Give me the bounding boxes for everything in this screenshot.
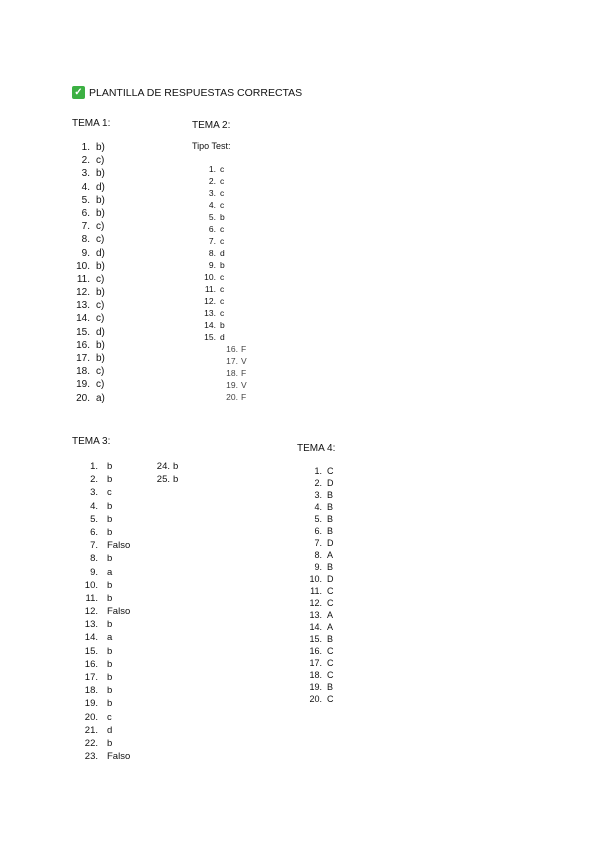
- question-number: 8.: [90, 553, 98, 565]
- answer-value: C: [327, 598, 334, 608]
- tema3-heading: TEMA 3:: [72, 436, 111, 447]
- question-number: 1.: [90, 461, 98, 472]
- question-number: 7.: [81, 221, 90, 233]
- answer-item: [58, 365, 105, 378]
- answer-value: d): [96, 181, 105, 193]
- tema1-heading: TEMA 1:: [72, 118, 111, 129]
- question-number: 14.: [84, 632, 98, 644]
- question-number: 6.: [90, 526, 98, 538]
- answer-value: c): [96, 366, 105, 378]
- answer-item: [202, 187, 225, 199]
- question-number: 11.: [76, 273, 90, 285]
- question-number: 2.: [314, 478, 322, 488]
- answer-value: c: [220, 224, 225, 234]
- answer-item: [58, 181, 105, 194]
- answer-item: [72, 500, 130, 513]
- answer-item: [296, 525, 334, 537]
- question-number: 19.: [76, 379, 90, 391]
- answer-item: [296, 597, 334, 609]
- answer-item: [58, 233, 105, 246]
- question-number: 9.: [81, 247, 90, 259]
- answer-item: [202, 163, 225, 175]
- answer-item: [296, 561, 334, 573]
- tema2-vf-answer-list: [224, 343, 247, 403]
- answer-item: [296, 489, 334, 501]
- question-number: 24.: [156, 461, 170, 472]
- answer-value: F: [241, 392, 247, 402]
- answer-item: [296, 621, 334, 633]
- question-number: 20.: [76, 392, 90, 404]
- question-number: 18.: [226, 368, 238, 378]
- question-number: 1.: [208, 164, 216, 174]
- answer-item: [224, 391, 247, 403]
- answer-item: [72, 566, 130, 579]
- tema2-answer-list: [202, 163, 225, 343]
- answer-value: b: [107, 461, 113, 472]
- answer-item: [296, 669, 334, 681]
- answer-item: [202, 259, 225, 271]
- answer-value: b: [107, 698, 113, 710]
- answer-value: A: [327, 610, 334, 620]
- question-number: 15.: [309, 634, 322, 644]
- answer-value: a: [107, 566, 113, 578]
- answer-value: b: [220, 320, 225, 330]
- answer-item: [72, 526, 130, 539]
- question-number: 21.: [84, 724, 98, 736]
- answer-value: b): [96, 260, 105, 272]
- answer-value: c): [96, 155, 105, 167]
- question-number: 10.: [204, 272, 216, 282]
- answer-value: Falso: [107, 540, 131, 552]
- answer-value: b: [107, 526, 113, 538]
- answer-value: Falso: [107, 606, 131, 618]
- answer-value: c: [220, 296, 225, 306]
- question-number: 13.: [76, 300, 90, 312]
- answer-item: [72, 684, 130, 697]
- answer-item: [148, 473, 178, 486]
- answer-item: [202, 175, 225, 187]
- question-number: 22.: [84, 737, 98, 749]
- question-number: 4.: [208, 200, 216, 210]
- answer-item: [202, 283, 225, 295]
- answer-item: [58, 167, 105, 180]
- answer-value: d): [96, 326, 105, 338]
- question-number: 16.: [76, 339, 90, 351]
- answer-value: C: [327, 466, 334, 476]
- question-number: 20.: [309, 694, 322, 704]
- question-number: 6.: [208, 224, 216, 234]
- answer-item: [72, 750, 130, 763]
- answer-value: B: [327, 490, 334, 500]
- question-number: 6.: [314, 526, 322, 536]
- question-number: 5.: [208, 212, 216, 222]
- answer-value: b: [107, 579, 113, 591]
- question-number: 16.: [309, 646, 322, 656]
- answer-value: V: [241, 380, 247, 390]
- answer-item: [148, 460, 178, 473]
- question-number: 23.: [84, 751, 98, 763]
- question-number: 8.: [81, 234, 90, 246]
- answer-item: [58, 207, 105, 220]
- document-title: [72, 86, 302, 99]
- answer-value: A: [327, 622, 334, 632]
- answer-value: b): [96, 142, 105, 153]
- answer-item: [296, 549, 334, 561]
- question-number: 18.: [76, 366, 90, 378]
- answer-value: c): [96, 234, 105, 246]
- question-number: 14.: [76, 313, 90, 325]
- answer-value: d: [220, 332, 225, 342]
- answer-item: [202, 211, 225, 223]
- question-number: 12.: [76, 287, 90, 299]
- answer-item: [72, 592, 130, 605]
- question-number: 2.: [81, 155, 90, 167]
- answer-value: c): [96, 300, 105, 312]
- answer-item: [58, 352, 105, 365]
- question-number: 12.: [204, 296, 216, 306]
- answer-item: [202, 331, 225, 343]
- question-number: 3.: [314, 490, 322, 500]
- question-number: 14.: [204, 320, 216, 330]
- answer-value: B: [327, 526, 334, 536]
- answer-value: b: [173, 461, 179, 472]
- answer-item: [58, 154, 105, 167]
- answer-value: b: [173, 474, 179, 486]
- question-number: 14.: [309, 622, 322, 632]
- answer-value: b): [96, 207, 105, 219]
- answer-value: d: [220, 248, 225, 258]
- tema2-heading: TEMA 2:: [192, 120, 231, 131]
- question-number: 11.: [204, 284, 216, 294]
- answer-item: [72, 737, 130, 750]
- answer-item: [72, 671, 130, 684]
- answer-value: b): [96, 168, 105, 180]
- question-number: 13.: [84, 619, 98, 631]
- answer-value: c: [220, 284, 225, 294]
- question-number: 16.: [84, 658, 98, 670]
- answer-item: [72, 711, 130, 724]
- answer-value: c: [220, 176, 225, 186]
- question-number: 8.: [314, 550, 322, 560]
- question-number: 5.: [314, 514, 322, 524]
- question-number: 1.: [314, 466, 322, 476]
- question-number: 17.: [76, 353, 90, 364]
- answer-value: c: [107, 487, 112, 499]
- tema4-answer-list: [296, 465, 334, 705]
- answer-value: b: [107, 645, 113, 657]
- answer-item: [58, 392, 105, 405]
- answer-item: [296, 633, 334, 645]
- answer-value: b: [107, 685, 113, 697]
- answer-item: [224, 343, 247, 355]
- answer-value: D: [327, 478, 334, 488]
- question-number: 10.: [309, 574, 322, 584]
- question-number: 11.: [85, 592, 98, 604]
- answer-value: b: [107, 658, 113, 670]
- answer-item: [58, 220, 105, 233]
- answer-value: B: [327, 514, 334, 524]
- answer-value: b): [96, 339, 105, 351]
- answer-item: [58, 247, 105, 260]
- answer-item: [72, 579, 130, 592]
- answer-item: [296, 573, 334, 585]
- question-number: 15.: [204, 332, 216, 342]
- answer-value: a: [107, 632, 113, 644]
- answer-item: [58, 339, 105, 352]
- answer-item: [296, 645, 334, 657]
- answer-value: c: [107, 711, 112, 723]
- question-number: 19.: [309, 682, 322, 692]
- answer-item: [58, 326, 105, 339]
- answer-item: [202, 319, 225, 331]
- answer-item: [58, 312, 105, 325]
- question-number: 18.: [84, 685, 98, 697]
- answer-value: b): [96, 194, 105, 206]
- answer-value: D: [327, 574, 334, 584]
- answer-item: [296, 609, 334, 621]
- answer-value: c: [220, 164, 225, 174]
- question-number: 4.: [90, 500, 98, 512]
- question-number: 18.: [309, 670, 322, 680]
- answer-item: [296, 477, 334, 489]
- answer-value: F: [241, 368, 247, 378]
- answer-value: b: [220, 260, 225, 270]
- answer-value: c: [220, 272, 225, 282]
- question-number: 25.: [156, 474, 170, 486]
- question-number: 7.: [90, 540, 98, 552]
- answer-value: A: [327, 550, 334, 560]
- question-number: 1.: [81, 142, 90, 153]
- answer-item: [72, 724, 130, 737]
- answer-item: [72, 513, 130, 526]
- question-number: 9.: [208, 260, 216, 270]
- answer-item: [202, 199, 225, 211]
- question-number: 5.: [81, 194, 90, 206]
- answer-item: [72, 658, 130, 671]
- answer-item: [202, 295, 225, 307]
- question-number: 20.: [226, 392, 238, 402]
- question-number: 3.: [81, 168, 90, 180]
- tema4-heading: TEMA 4:: [297, 443, 336, 454]
- answer-item: [72, 618, 130, 631]
- answer-item: [58, 260, 105, 273]
- answer-item: [58, 299, 105, 312]
- answer-value: V: [241, 356, 247, 366]
- answer-value: b: [107, 474, 113, 486]
- answer-value: c: [220, 308, 225, 318]
- answer-value: b: [107, 737, 113, 749]
- answer-item: [296, 513, 334, 525]
- answer-item: [296, 681, 334, 693]
- answer-item: [296, 693, 334, 705]
- tema3-answer-list: [72, 460, 130, 763]
- answer-item: [72, 486, 130, 499]
- question-number: 17.: [226, 356, 238, 366]
- question-number: 16.: [226, 344, 238, 354]
- question-number: 13.: [309, 610, 322, 620]
- question-number: 2.: [90, 474, 98, 486]
- tema1-answer-list: [58, 141, 105, 405]
- tema2-subheading: Tipo Test:: [192, 141, 231, 151]
- question-number: 17.: [309, 658, 322, 668]
- question-number: 20.: [84, 711, 98, 723]
- question-number: 19.: [226, 380, 238, 390]
- answer-value: c): [96, 379, 105, 391]
- answer-item: [58, 378, 105, 391]
- answer-value: C: [327, 694, 334, 704]
- answer-value: c): [96, 313, 105, 325]
- title-text: PLANTILLA DE RESPUESTAS CORRECTAS: [89, 86, 303, 99]
- question-number: 15.: [76, 326, 90, 338]
- question-number: 12.: [309, 598, 322, 608]
- answer-value: c: [220, 188, 225, 198]
- answer-item: [202, 223, 225, 235]
- answer-item: [58, 273, 105, 286]
- question-number: 2.: [208, 176, 216, 186]
- question-number: 3.: [90, 487, 98, 499]
- answer-item: [224, 367, 247, 379]
- answer-value: b: [107, 592, 113, 604]
- question-number: 19.: [84, 698, 98, 710]
- answer-value: B: [327, 502, 334, 512]
- answer-item: [296, 465, 334, 477]
- answer-item: [202, 307, 225, 319]
- answer-item: [224, 355, 247, 367]
- question-number: 15.: [84, 645, 98, 657]
- answer-value: b): [96, 287, 105, 299]
- answer-value: B: [327, 562, 334, 572]
- answer-value: C: [327, 646, 334, 656]
- question-number: 13.: [204, 308, 216, 318]
- answer-item: [296, 537, 334, 549]
- answer-value: B: [327, 682, 334, 692]
- answer-item: [58, 141, 105, 154]
- answer-item: [72, 460, 130, 473]
- answer-value: c: [220, 236, 225, 246]
- answer-value: b: [107, 500, 113, 512]
- answer-item: [58, 194, 105, 207]
- question-number: 9.: [90, 566, 98, 578]
- question-number: 4.: [314, 502, 322, 512]
- answer-value: B: [327, 634, 334, 644]
- answer-item: [72, 697, 130, 710]
- answer-item: [202, 235, 225, 247]
- question-number: 7.: [314, 538, 322, 548]
- answer-item: [72, 473, 130, 486]
- question-number: 10.: [76, 260, 90, 272]
- question-number: 6.: [81, 207, 90, 219]
- question-number: 11.: [310, 586, 322, 596]
- question-number: 12.: [84, 606, 98, 618]
- question-number: 10.: [84, 579, 98, 591]
- answer-item: [202, 247, 225, 259]
- answer-value: C: [327, 586, 334, 596]
- answer-value: b: [107, 513, 113, 525]
- answer-value: b): [96, 353, 105, 364]
- answer-value: d: [107, 724, 113, 736]
- question-number: 9.: [314, 562, 322, 572]
- question-number: 5.: [90, 513, 98, 525]
- answer-value: c): [96, 273, 105, 285]
- answer-item: [72, 605, 130, 618]
- answer-value: c: [220, 200, 225, 210]
- answer-value: b: [107, 619, 113, 631]
- answer-item: [202, 271, 225, 283]
- answer-value: b: [107, 672, 113, 683]
- answer-value: b: [107, 553, 113, 565]
- answer-item: [72, 552, 130, 565]
- answer-value: b: [220, 212, 225, 222]
- answer-item: [72, 631, 130, 644]
- question-number: 8.: [208, 248, 216, 258]
- check-mark-icon: ✓: [72, 86, 85, 99]
- answer-value: C: [327, 670, 334, 680]
- answer-value: C: [327, 658, 334, 668]
- question-number: 7.: [208, 236, 216, 246]
- answer-item: [72, 539, 130, 552]
- answer-item: [296, 657, 334, 669]
- answer-item: [296, 585, 334, 597]
- answer-item: [224, 379, 247, 391]
- tema3-answer-list-col2: [148, 460, 178, 486]
- answer-value: F: [241, 344, 247, 354]
- answer-item: [58, 286, 105, 299]
- answer-value: D: [327, 538, 334, 548]
- answer-value: c): [96, 221, 105, 233]
- question-number: 4.: [81, 181, 90, 193]
- answer-value: d): [96, 247, 105, 259]
- answer-item: [296, 501, 334, 513]
- question-number: 17.: [84, 672, 98, 683]
- answer-value: Falso: [107, 751, 131, 763]
- question-number: 3.: [208, 188, 216, 198]
- answer-value: a): [96, 392, 105, 404]
- answer-item: [72, 645, 130, 658]
